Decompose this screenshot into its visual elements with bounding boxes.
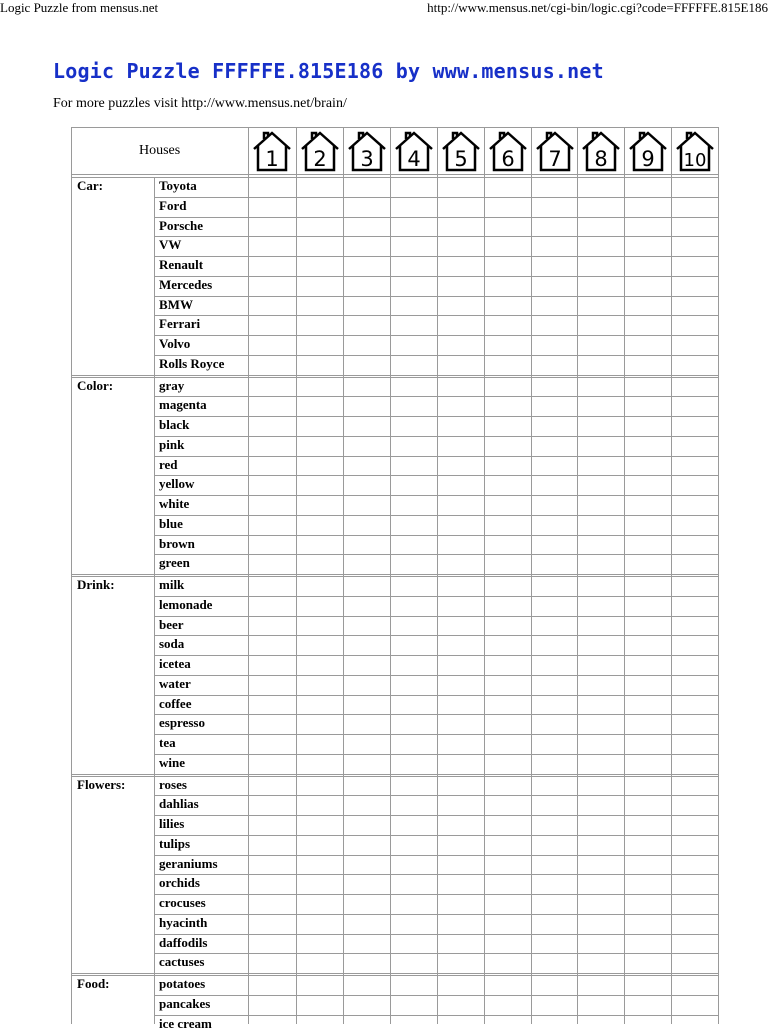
item-label: VW <box>159 237 182 253</box>
item-label: icetea <box>159 656 191 671</box>
house-number-label: 3 <box>360 147 374 171</box>
browser-header-url: http://www.mensus.net/cgi-bin/logic.cgi?code=FFFFFE.815E186 <box>427 0 768 15</box>
house-icon <box>347 130 387 172</box>
house-column-border <box>343 127 344 1024</box>
item-label: wine <box>159 754 185 770</box>
house-number-label: 7 <box>548 147 562 171</box>
item-label: crocuses <box>159 895 206 910</box>
house-number-label: 1 <box>265 147 279 171</box>
item-label: Ferrari <box>159 316 201 332</box>
house-column-border <box>484 127 485 1024</box>
category-label: Drink: <box>77 577 115 592</box>
item-label: BMW <box>159 296 193 312</box>
house-column-border <box>296 127 297 1024</box>
item-label: orchids <box>159 875 200 891</box>
item-label: Toyota <box>159 178 197 193</box>
more-puzzles-text: For more puzzles visit http://www.mensus.net/brain/ <box>53 96 347 111</box>
category-bottom-border <box>71 973 719 974</box>
item-label: magenta <box>159 397 207 413</box>
item-label: espresso <box>159 715 205 731</box>
house-column-border <box>624 127 625 1024</box>
item-label: Volvo <box>159 336 191 351</box>
item-label: soda <box>159 636 185 652</box>
house-column-border <box>390 127 391 1024</box>
category-bottom-border <box>71 375 719 376</box>
house-icon <box>252 130 292 172</box>
item-label: ice cream <box>159 1015 212 1031</box>
item-label: white <box>159 496 190 511</box>
house-column-border <box>437 127 438 1024</box>
item-label: daffodils <box>159 934 208 950</box>
item-label: tea <box>159 735 176 750</box>
item-label: green <box>159 555 190 571</box>
item-label: hyacinth <box>159 914 208 930</box>
item-label: coffee <box>159 695 192 711</box>
item-label: pancakes <box>159 995 211 1011</box>
item-label: roses <box>159 776 187 792</box>
item-label: lemonade <box>159 596 213 612</box>
category-label: Flowers: <box>77 776 126 792</box>
house-number-label: 8 <box>594 147 608 171</box>
item-label: water <box>159 675 191 691</box>
page-title: Logic Puzzle FFFFFE.815E186 by www.mensus.net <box>53 59 604 83</box>
house-icon <box>581 130 621 172</box>
item-label: Porsche <box>159 217 204 233</box>
house-number-label: 6 <box>501 147 515 171</box>
header-bottom-border <box>71 174 719 175</box>
category-label: Car: <box>77 178 103 193</box>
item-label: beer <box>159 616 184 632</box>
house-icon <box>441 130 481 172</box>
house-number-label: 2 <box>313 147 327 171</box>
item-label: brown <box>159 535 195 551</box>
item-label: dahlias <box>159 796 199 812</box>
house-number-label: 9 <box>641 147 655 171</box>
item-label: red <box>159 456 178 472</box>
house-column-border <box>671 127 672 1024</box>
category-bottom-border <box>71 774 719 775</box>
houses-label: Houses <box>139 143 181 158</box>
item-label: cactuses <box>159 954 205 970</box>
item-label: black <box>159 417 190 432</box>
item-label: geraniums <box>159 855 218 871</box>
item-label: pink <box>159 436 185 452</box>
house-column-border <box>531 127 532 1024</box>
item-label: blue <box>159 515 183 531</box>
house-number-label: 5 <box>454 147 468 171</box>
table-top-border <box>71 127 719 128</box>
house-number-label: 4 <box>407 147 421 171</box>
item-label: Rolls Royce <box>159 355 225 371</box>
table-right-border <box>718 127 719 1024</box>
item-label: yellow <box>159 476 195 492</box>
house-icon <box>535 130 575 172</box>
item-label: Renault <box>159 257 204 272</box>
house-number-label: 10 <box>683 150 707 171</box>
category-label: Food: <box>77 976 110 991</box>
item-label: tulips <box>159 835 191 851</box>
item-label: milk <box>159 577 185 592</box>
item-label: potatoes <box>159 976 206 991</box>
table-left-border <box>71 127 72 1024</box>
house-icon <box>394 130 434 172</box>
item-label: Ford <box>159 197 187 213</box>
item-label: lilies <box>159 816 185 831</box>
item-label: gray <box>159 377 185 393</box>
house-icon <box>488 130 528 172</box>
browser-header-title: Logic Puzzle from mensus.net <box>0 0 159 15</box>
house-icon <box>628 130 668 172</box>
category-label: Color: <box>77 377 114 393</box>
house-icon <box>675 130 715 172</box>
item-label: Mercedes <box>159 276 213 292</box>
item-column-border <box>154 177 155 1024</box>
house-column-border <box>577 127 578 1024</box>
house-column-border <box>248 127 249 1024</box>
category-bottom-border <box>71 574 719 575</box>
house-icon <box>300 130 340 172</box>
